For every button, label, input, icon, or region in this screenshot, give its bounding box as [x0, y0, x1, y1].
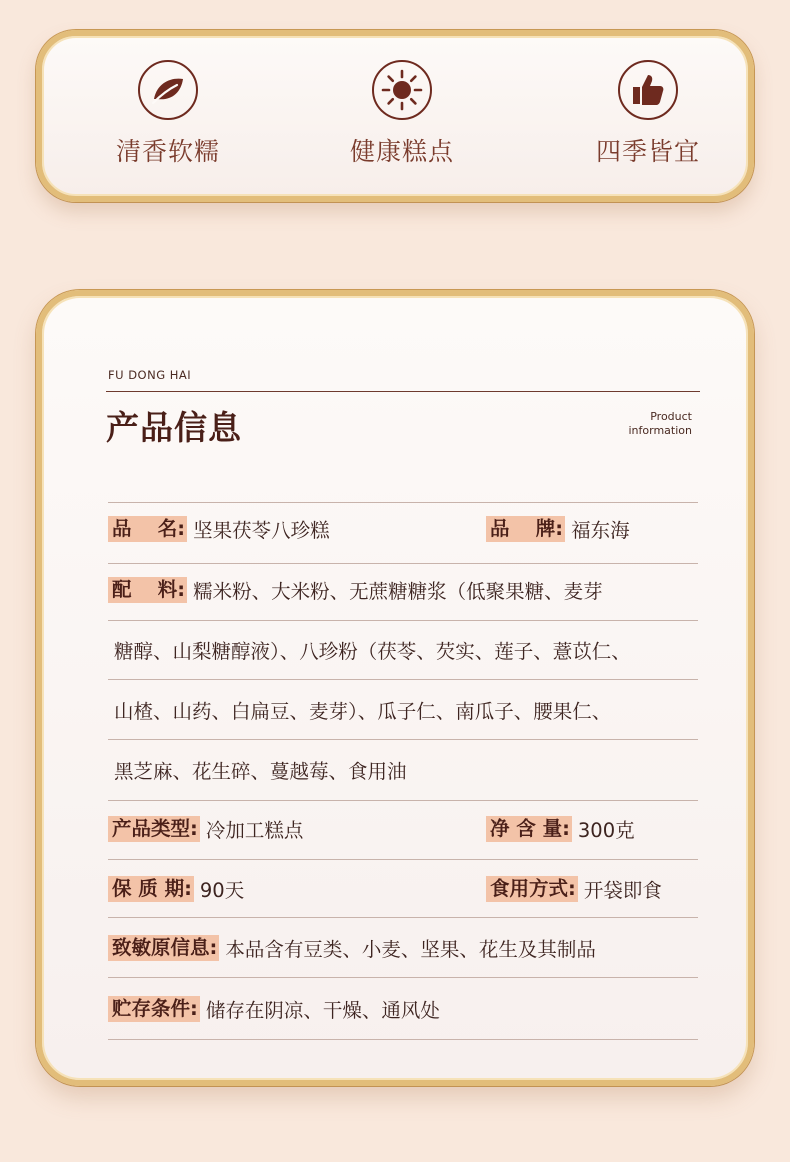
shelf-life-label: 保 质 期: — [108, 876, 194, 902]
row-divider — [108, 620, 698, 621]
ingredients-value: 糯米粉、大米粉、无蔗糖糖浆（低聚果糖、麦芽 — [193, 580, 603, 603]
info-row-ingredients — [108, 576, 698, 604]
usage-field — [486, 875, 662, 903]
feature-label: 健康糕点 — [349, 137, 454, 166]
brand-english: FU DONG HAI — [108, 368, 192, 382]
info-row-name-brand — [108, 515, 698, 543]
info-row-allergens — [108, 934, 698, 962]
name-label: 品 名: — [108, 516, 187, 542]
thumbs-up-icon — [618, 60, 678, 120]
storage-value: 储存在阴凉、干燥、通风处 — [205, 999, 440, 1022]
row-divider — [108, 917, 698, 918]
storage-label: 贮存条件: — [108, 996, 200, 1022]
feature-label: 清香软糯 — [115, 137, 220, 166]
brand-value: 福东海 — [571, 519, 630, 542]
row-divider — [108, 739, 698, 740]
leaf-icon — [138, 60, 198, 120]
ingredients-continued: 山楂、山药、白扁豆、麦芽）、瓜子仁、南瓜子、腰果仁、 — [114, 700, 612, 723]
brand-label: 品 牌: — [486, 516, 565, 542]
feature-healthy-pastry — [322, 60, 482, 168]
ingredients-continued: 糖醇、山梨糖醇液）、八珍粉（茯苓、芡实、莲子、薏苡仁、 — [114, 640, 631, 663]
allergen-label: 致敏原信息: — [108, 935, 219, 961]
info-row-shelf-usage — [108, 875, 698, 903]
shelf-life-value: 90天 — [199, 879, 245, 902]
net-field — [486, 815, 635, 843]
row-divider — [108, 800, 698, 801]
type-label: 产品类型: — [108, 816, 200, 842]
feature-card — [36, 30, 754, 202]
row-divider — [108, 859, 698, 860]
ingredients-label: 配 料: — [108, 577, 187, 603]
row-divider — [108, 563, 698, 564]
row-divider — [108, 1039, 698, 1040]
info-row-type-net — [108, 815, 698, 843]
net-value: 300克 — [577, 819, 635, 842]
section-title-english: Product information — [628, 410, 692, 437]
section-title: 产品信息 — [106, 408, 242, 447]
sun-icon — [372, 60, 432, 120]
row-divider — [108, 679, 698, 680]
usage-label: 食用方式: — [486, 876, 578, 902]
feature-all-seasons — [568, 60, 728, 168]
allergen-value: 本品含有豆类、小麦、坚果、花生及其制品 — [225, 938, 596, 961]
net-label: 净 含 量: — [486, 816, 572, 842]
name-value: 坚果茯苓八珍糕 — [193, 519, 330, 542]
type-value: 冷加工糕点 — [205, 819, 304, 842]
row-divider — [108, 502, 698, 503]
brand-field — [486, 515, 630, 543]
ingredients-continued: 黑芝麻、花生碎、蔓越莓、食用油 — [114, 760, 407, 783]
feature-label: 四季皆宜 — [595, 137, 700, 166]
header-divider — [106, 391, 700, 392]
feature-soft-fragrant — [88, 60, 248, 168]
info-row-storage — [108, 995, 698, 1023]
row-divider — [108, 977, 698, 978]
product-info-card — [36, 290, 754, 1086]
usage-value: 开袋即食 — [583, 879, 662, 902]
